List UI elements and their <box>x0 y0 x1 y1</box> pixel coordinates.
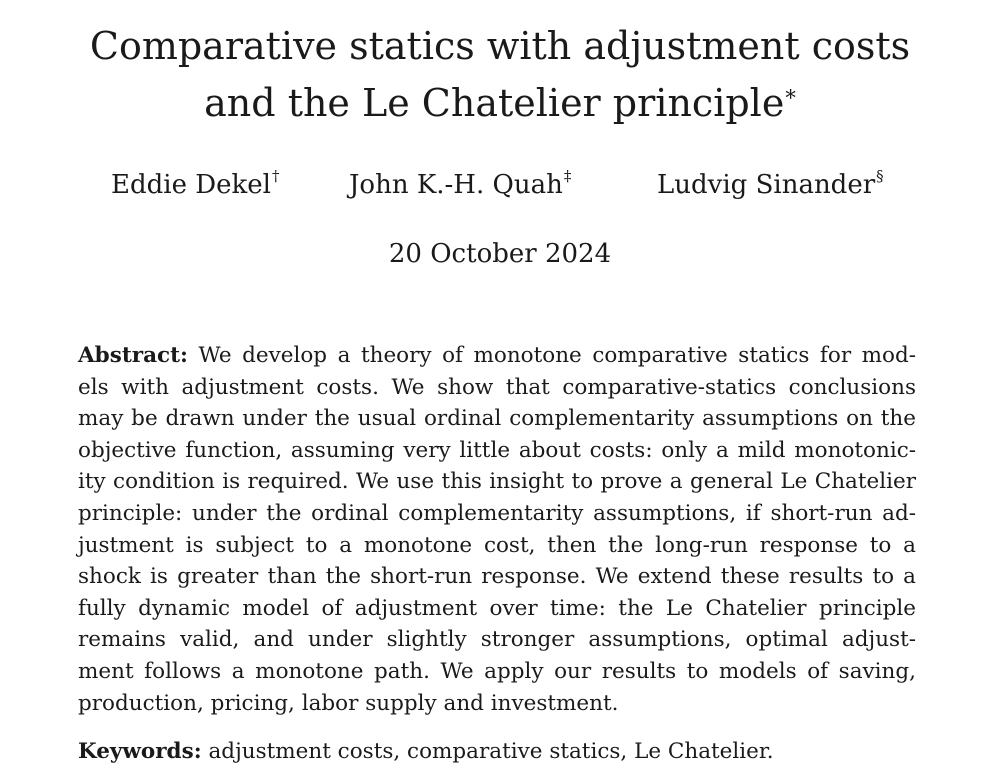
author-name: Ludvig Sinander <box>657 170 876 200</box>
abstract <box>78 340 916 719</box>
author-name: John K.-H. Quah <box>349 170 563 200</box>
abstract-line-text: We develop a theory of monotone comparative statics for mod- <box>198 343 916 368</box>
abstract-line: shock is greater than the short-run response. We extend these results to a <box>78 564 916 590</box>
abstract-line: els with adjustment costs. We show that comparative-statics conclusions <box>78 374 916 400</box>
abstract-line <box>78 340 916 372</box>
author-3 <box>657 167 884 200</box>
author-list <box>0 167 1000 210</box>
author-1 <box>111 167 280 200</box>
publication-date: 20 October 2024 <box>388 239 612 269</box>
author-footnote-mark: ‡ <box>563 167 572 185</box>
abstract-line: remains valid, and under slightly stronger assumptions, optimal adjust- <box>78 627 916 653</box>
title-line-1: Comparative statics with adjustment costs <box>89 24 911 68</box>
title-line-2 <box>0 75 1000 132</box>
abstract-line: ity condition is required. We use this insight to prove a general Le Chatelier <box>78 469 916 495</box>
abstract-label: Abstract: <box>78 343 188 368</box>
abstract-line: fully dynamic model of adjustment over time: the Le Chatelier principle <box>78 595 916 621</box>
author-footnote-mark: § <box>876 167 884 185</box>
title-line-2-text: and the Le Chatelier principle <box>204 81 785 125</box>
abstract-line: ment follows a monotone path. We apply our results to models of saving, <box>78 658 916 684</box>
keywords-text: adjustment costs, comparative statics, Le Chatelier. <box>208 739 774 764</box>
abstract-line: principle: under the ordinal complementarity assumptions, if short-run ad- <box>78 500 916 526</box>
author-footnote-mark: † <box>271 167 280 185</box>
abstract-line: objective function, assuming very little about costs: only a mild monotonic- <box>78 437 916 463</box>
keywords-label: Keywords: <box>78 739 202 764</box>
author-2 <box>349 167 572 200</box>
abstract-line: production, pricing, labor supply and investment. <box>78 690 619 716</box>
author-name: Eddie Dekel <box>111 170 271 200</box>
abstract-line: justment is subject to a monotone cost, then the long-run response to a <box>78 532 916 558</box>
abstract-line: may be drawn under the usual ordinal complementarity assumptions on the <box>78 406 916 432</box>
keywords <box>78 736 916 768</box>
title-footnote-mark: * <box>785 86 796 110</box>
paper-title <box>0 18 1000 132</box>
